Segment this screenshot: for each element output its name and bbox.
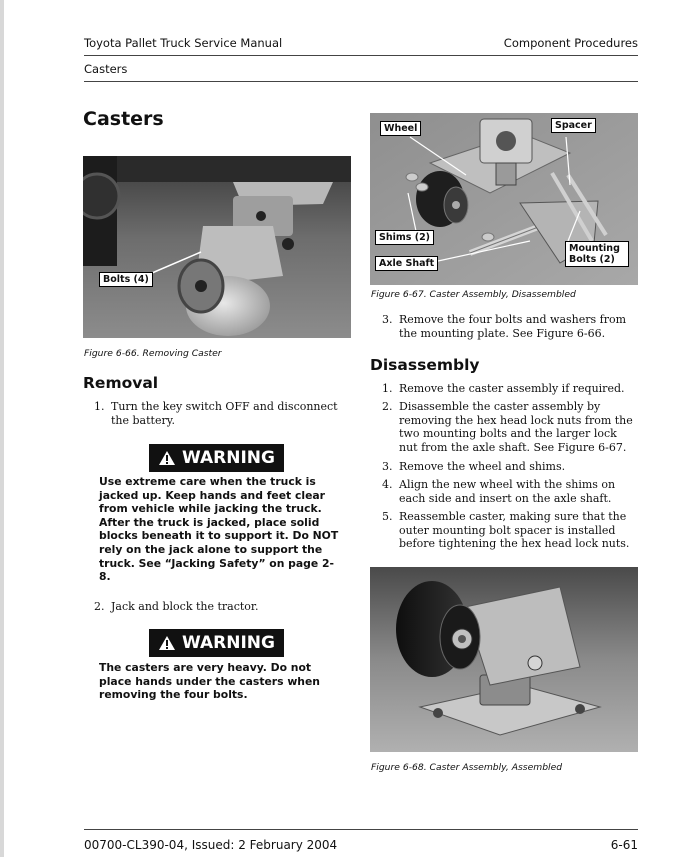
subheader-rule bbox=[84, 81, 638, 82]
step-number: 2. bbox=[382, 400, 393, 413]
step-number: 3. bbox=[382, 313, 393, 326]
warning-triangle-icon bbox=[158, 635, 176, 651]
step-number: 1. bbox=[382, 382, 393, 395]
step-text: Remove the wheel and shims. bbox=[399, 460, 566, 473]
step-number: 5. bbox=[382, 510, 393, 523]
callout-spacer: Spacer bbox=[551, 118, 596, 133]
figure-68-caption: Figure 6-68. Caster Assembly, Assembled bbox=[371, 762, 563, 773]
callout-mounting-bolts: Mounting Bolts (2) bbox=[565, 241, 629, 267]
callout-wheel: Wheel bbox=[380, 121, 421, 136]
removing-caster-photo bbox=[83, 156, 351, 338]
section-title: Casters bbox=[84, 62, 128, 76]
footer-rule bbox=[84, 829, 638, 830]
step-number: 1. bbox=[94, 400, 105, 413]
step-text: Align the new wheel with the shims on each side and insert on the axle shaft. bbox=[399, 478, 616, 505]
header-rule bbox=[84, 55, 638, 56]
step-text: Reassemble caster, making sure that the outer mounting bolt spacer is installed before tightening the hex head lock nuts. bbox=[399, 510, 630, 551]
chapter-title: Component Procedures bbox=[503, 36, 638, 50]
warning-banner-2 bbox=[149, 629, 284, 657]
figure-66-caption: Figure 6-66. Removing Caster bbox=[84, 348, 222, 359]
warning-banner-1 bbox=[149, 444, 284, 472]
step-number: 4. bbox=[382, 478, 393, 491]
removal-heading: Removal bbox=[83, 374, 159, 392]
step-text: Jack and block the tractor. bbox=[111, 600, 259, 613]
warning-triangle-icon bbox=[158, 450, 176, 466]
step-text: Remove the four bolts and washers from the mounting plate. See Figure 6-66. bbox=[399, 313, 627, 340]
warning-label: WARNING bbox=[182, 633, 275, 653]
document-id: 00700-CL390-04, Issued: 2 February 2004 bbox=[84, 838, 338, 852]
page-title: Casters bbox=[83, 108, 164, 130]
caster-disassembled-photo bbox=[370, 113, 638, 285]
callout-bolts: Bolts (4) bbox=[99, 272, 153, 287]
warning-label: WARNING bbox=[182, 448, 275, 468]
step-text: Turn the key switch OFF and disconnect the battery. bbox=[111, 400, 338, 427]
caster-assembled-photo bbox=[370, 567, 638, 752]
step-number: 2. bbox=[94, 600, 105, 613]
callout-shims: Shims (2) bbox=[375, 230, 434, 245]
manual-title: Toyota Pallet Truck Service Manual bbox=[84, 36, 283, 50]
page-number: 6-61 bbox=[610, 838, 638, 852]
figure-67-caption: Figure 6-67. Caster Assembly, Disassembled bbox=[371, 289, 576, 300]
warning-text-2: The casters are very heavy. Do not place hands under the casters when removing the four bolts. bbox=[99, 661, 320, 702]
callout-axle-shaft: Axle Shaft bbox=[375, 256, 438, 271]
page-edge-shadow bbox=[0, 0, 4, 857]
warning-text-1: Use extreme care when the truck is jacked up. Keep hands and feet clear from vehicle while jacking the truck. After the truck is jacked, place solid blocks beneath it to support it. Do NOT rely on the jack alone to support the truck. See “Jacking Safety” on page 2-8. bbox=[99, 475, 339, 584]
disassembly-heading: Disassembly bbox=[370, 356, 480, 374]
step-number: 3. bbox=[382, 460, 393, 473]
step-text: Disassemble the caster assembly by removing the hex head lock nuts from the two mounting bolts and the larger lock nut from the axle shaft. See Figure 6-67. bbox=[399, 400, 633, 454]
step-text: Remove the caster assembly if required. bbox=[399, 382, 625, 395]
